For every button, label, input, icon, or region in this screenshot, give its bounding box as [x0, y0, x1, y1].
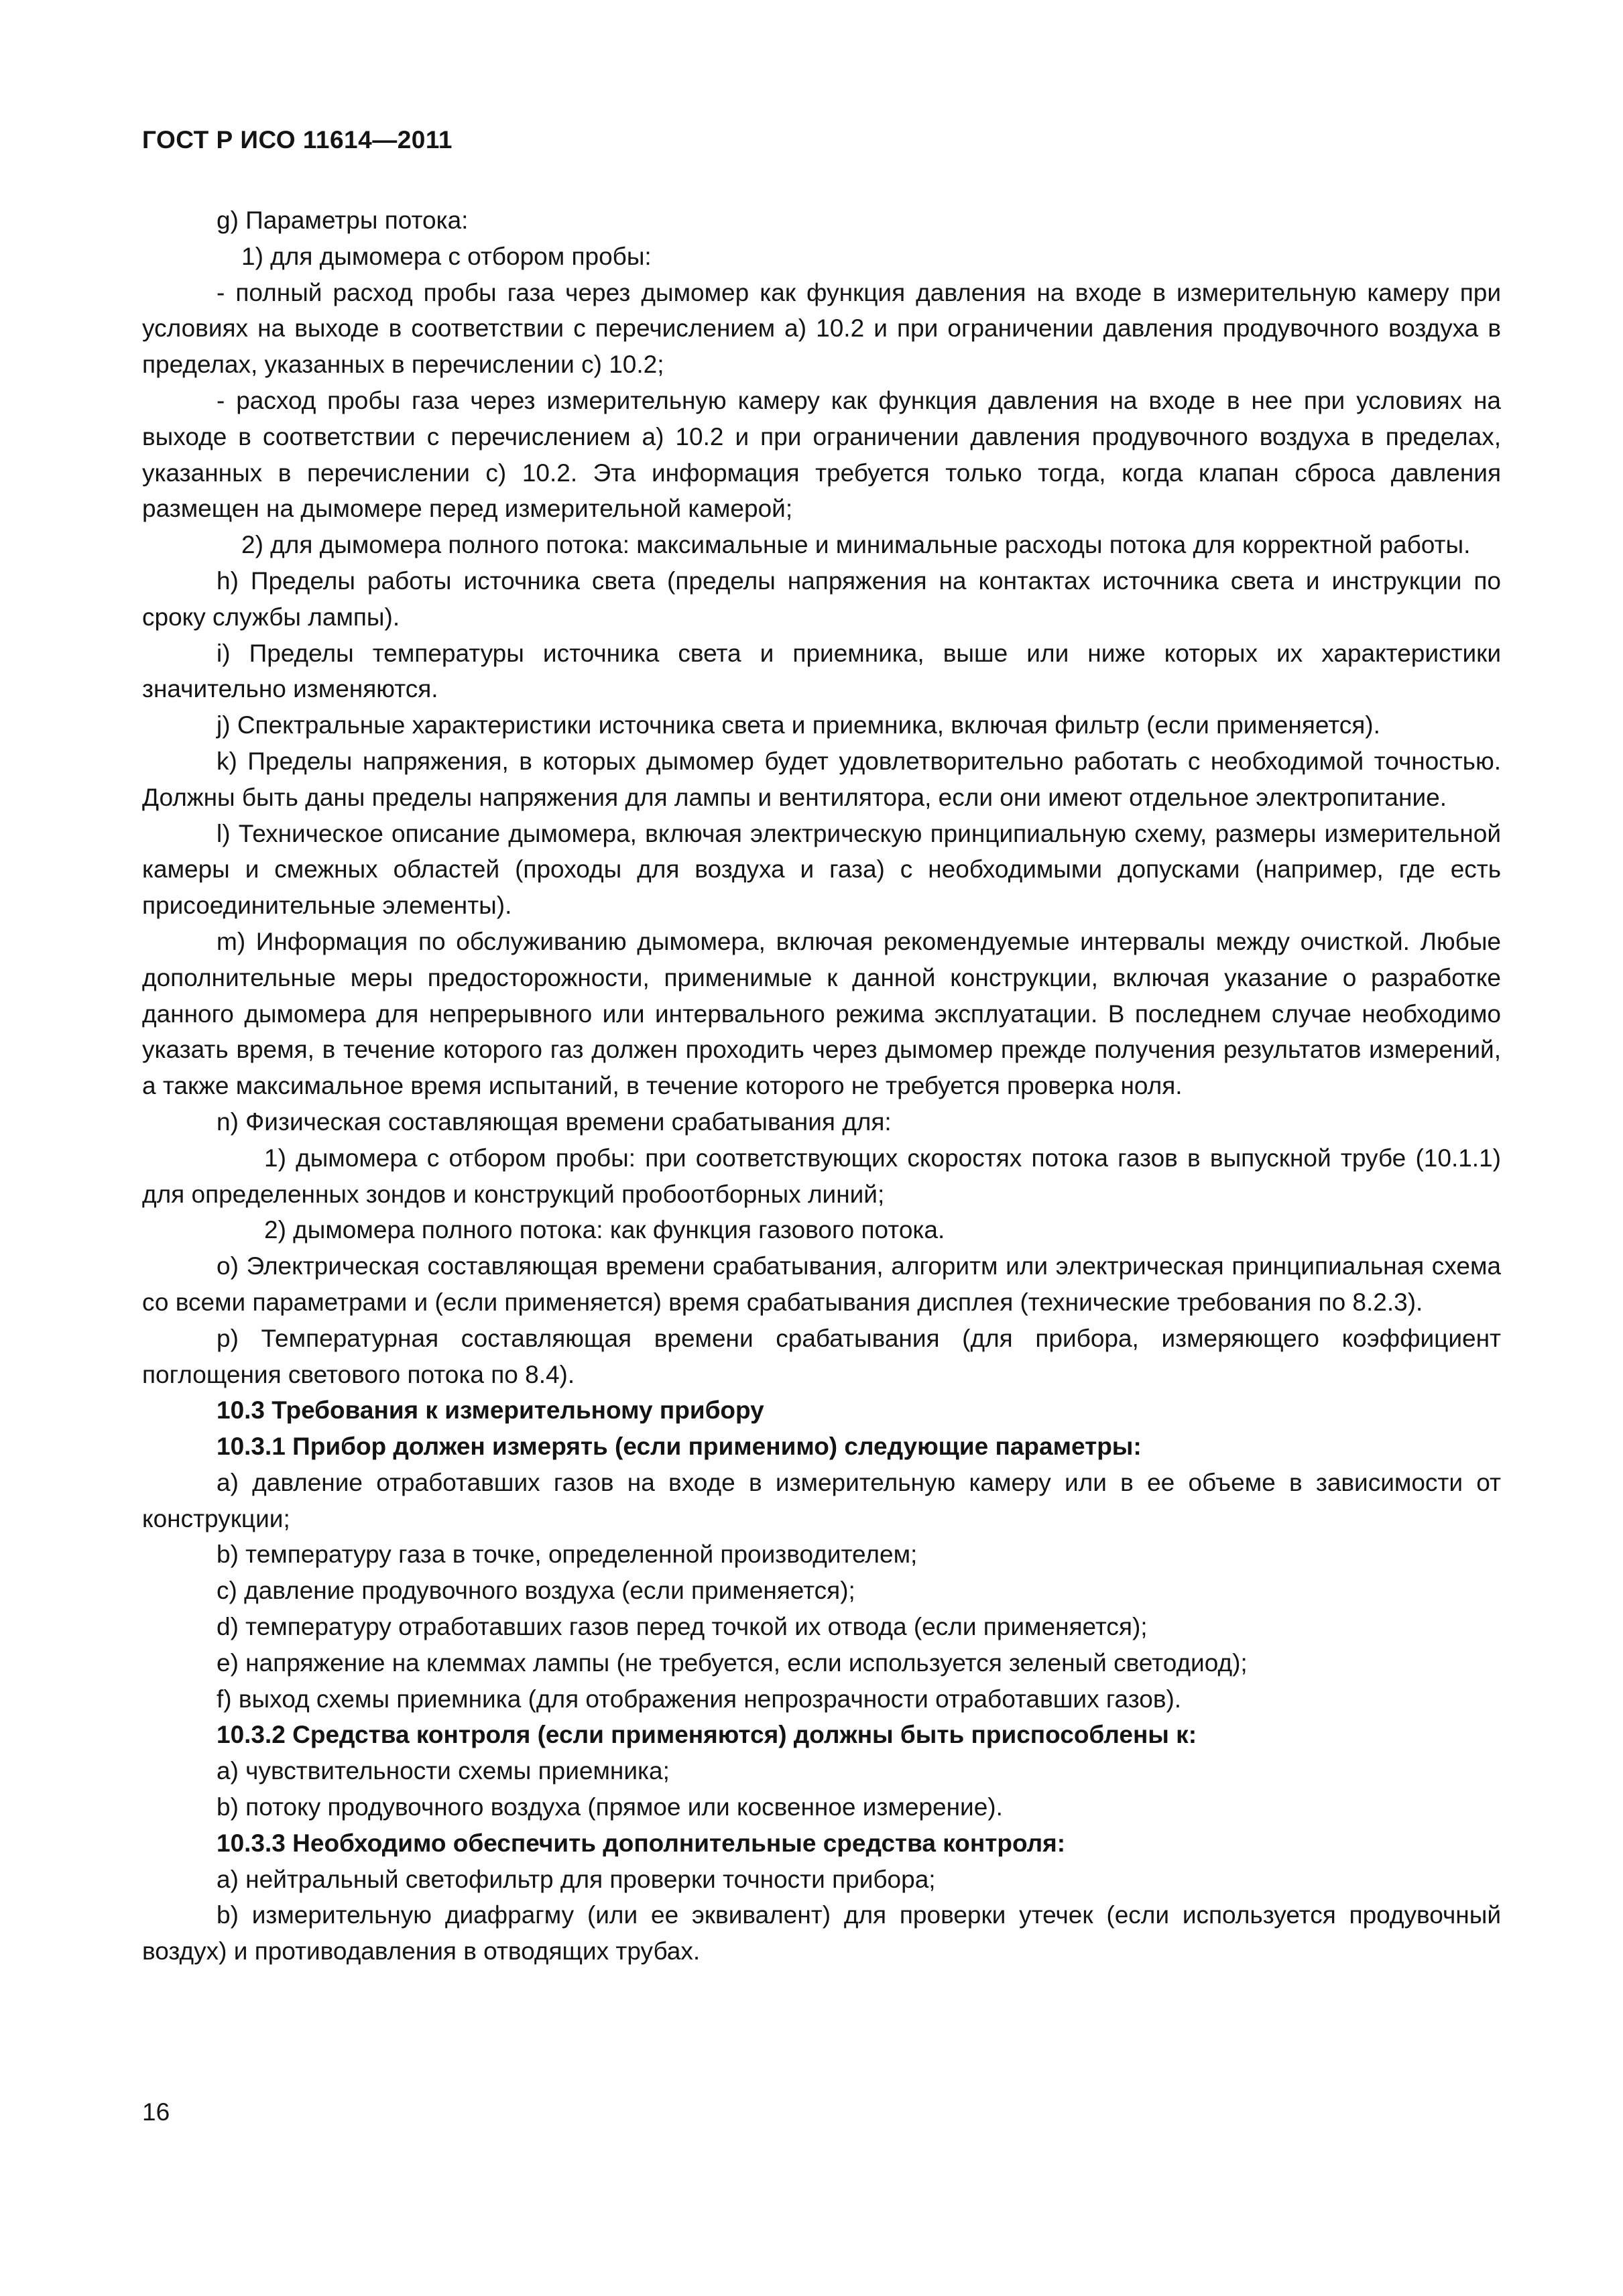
paragraph-g-1-dash-2: - расход пробы газа через измерительную камеру как функция давления на входе в нее при условиях на выходе в соответствии с перечислением а) 10.2 и при ограничении давления продувочного воздуха в пределах, указанных в перечислении с) 10.2. Эта информация требуется только тогда, когда клапан сброса давления размещен на дымомере перед измерительной камерой; — [142, 386, 1501, 523]
list-item-10-3-3-a: a) нейтральный светофильтр для проверки точности прибора; — [217, 1865, 936, 1893]
document-body — [142, 202, 1501, 1970]
paragraph-n-1: 1) дымомера с отбором пробы: при соответствующих скоростях потока газов в выпускной трубе (10.1.1) для определенных зондов и конструкций пробоотборных линий; — [142, 1144, 1501, 1208]
section-heading-10-3-3: 10.3.3 Необходимо обеспечить дополнительные средства контроля: — [217, 1829, 1066, 1857]
paragraph-l: l) Техническое описание дымомера, включая электрическую принципиальную схему, размеры измерительной камеры и смежных областей (проходы для воздуха и газа) с необходимыми допусками (например, где есть присоединительные элементы). — [142, 819, 1501, 920]
list-item-10-3-1-d: d) температуру отработавших газов перед точкой их отвода (если применяется); — [217, 1613, 1148, 1641]
paragraph-h: h) Пределы работы источника света (пределы напряжения на контактах источника света и инструкции по сроку службы лампы). — [142, 566, 1501, 631]
list-item-10-3-1-c: c) давление продувочного воздуха (если применяется); — [217, 1577, 855, 1605]
paragraph-m: m) Информация по обслуживанию дымомера, включая рекомендуемые интервалы между очисткой. Любые дополнительные меры предосторожности, применимые к данной конструкции, включая указание о разработке данного дымомера для непрерывного или интервального режима эксплуатации. В последнем случае необходимо указать время, в течение которого газ должен проходить через дымомер прежде получения результатов измерений, а также максимальное время испытаний, в течение которого не требуется проверка ноля. — [142, 927, 1501, 1100]
list-item-10-3-1-f: f) выход схемы приемника (для отображения непрозрачности отработавших газов). — [217, 1685, 1182, 1713]
paragraph-g-2: 2) для дымомера полного потока: максимальные и минимальные расходы потока для корректной работы. — [241, 531, 1471, 559]
document-header: ГОСТ Р ИСО 11614—2011 — [142, 126, 453, 154]
paragraph-p: p) Температурная составляющая времени срабатывания (для прибора, измеряющего коэффициент поглощения светового потока по 8.4). — [142, 1324, 1501, 1388]
list-item-10-3-2-a: a) чувствительности схемы приемника; — [217, 1757, 670, 1785]
paragraph-o: o) Электрическая составляющая времени срабатывания, алгоритм или электрическая принципиальная схема со всеми параметрами и (если применяется) время срабатывания дисплея (технические требования по 8.2.3). — [142, 1252, 1501, 1316]
paragraph-g: g) Параметры потока: — [217, 206, 469, 234]
paragraph-n-2: 2) дымомера полного потока: как функция газового потока. — [264, 1216, 945, 1244]
paragraph-g-1-dash-1: - полный расход пробы газа через дымомер как функция давления на входе в измерительную камеру при условиях на выходе в соответствии с перечислением а) 10.2 и при ограничении давления продувочного воздуха в пределах, указанных в перечислении с) 10.2; — [142, 278, 1501, 379]
list-item-10-3-2-b: b) потоку продувочного воздуха (прямое или косвенное измерение). — [217, 1793, 1003, 1821]
list-item-10-3-1-e: e) напряжение на клеммах лампы (не требуется, если используется зеленый светодиод); — [217, 1648, 1248, 1677]
section-heading-10-3-1: 10.3.1 Прибор должен измерять (если применимо) следующие параметры: — [217, 1433, 1142, 1461]
list-item-10-3-1-a: a) давление отработавших газов на входе в измерительную камеру или в ее объеме в зависимости от конструкции; — [142, 1468, 1501, 1532]
list-item-10-3-3-b: b) измерительную диафрагму (или ее эквивалент) для проверки утечек (если используется продувочный воздух) и противодавления в отводящих трубах. — [142, 1901, 1501, 1966]
list-item-10-3-1-b: b) температуру газа в точке, определенной производителем; — [217, 1540, 918, 1569]
paragraph-g-1: 1) для дымомера с отбором пробы: — [241, 242, 652, 270]
section-heading-10-3: 10.3 Требования к измерительному прибору — [217, 1396, 764, 1425]
page-number: 16 — [142, 2098, 170, 2126]
paragraph-n: n) Физическая составляющая времени срабатывания для: — [217, 1107, 892, 1136]
paragraph-i: i) Пределы температуры источника света и приемника, выше или ниже которых их характеристики значительно изменяются. — [142, 639, 1501, 703]
paragraph-k: k) Пределы напряжения, в которых дымомер будет удовлетворительно работать с необходимой точностью. Должны быть даны пределы напряжения для лампы и вентилятора, если они имеют отдельное электропитание. — [142, 747, 1501, 811]
section-heading-10-3-2: 10.3.2 Средства контроля (если применяются) должны быть приспособлены к: — [217, 1721, 1197, 1749]
paragraph-j: j) Спектральные характеристики источника света и приемника, включая фильтр (если применяется). — [217, 711, 1380, 739]
